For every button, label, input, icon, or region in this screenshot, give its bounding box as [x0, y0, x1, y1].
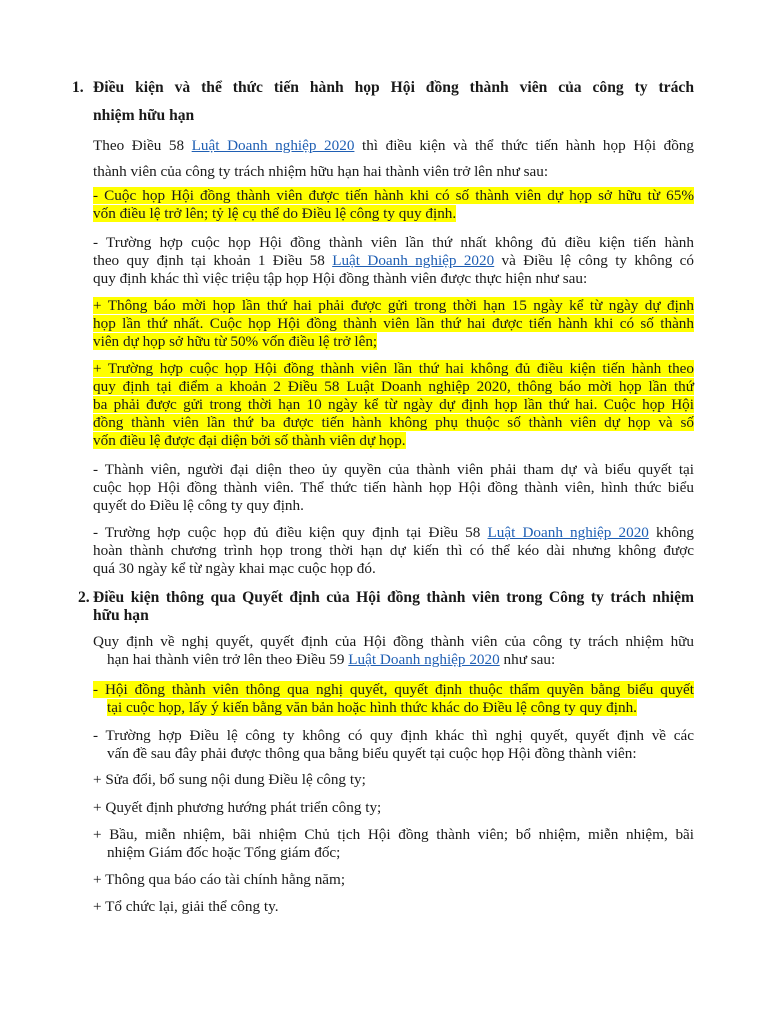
p1-line2 — [93, 205, 694, 223]
p5-line1: - Thành viên, người đại diện theo ủy quyền của thành viên phải tham dự và biểu quyết tại — [93, 461, 694, 478]
p4-line3 — [93, 396, 694, 414]
p3-line2 — [93, 315, 694, 333]
p2-line3: quy định khác thì việc triệu tập họp Hội đồng thành viên được thực hiện như sau: — [93, 270, 588, 287]
s2-intro-text-b: như sau: — [499, 651, 556, 668]
p4-line5 — [93, 432, 694, 450]
p4-line5-text: vốn điều lệ được đại diện bởi số thành viên dự họp. — [93, 432, 406, 449]
section-1-paragraph-2 — [93, 234, 694, 288]
p6-text-b: không — [648, 524, 694, 541]
section-1-number: 1. — [72, 79, 84, 96]
section-1-heading — [72, 79, 694, 125]
p3-line2-text: họp lần thứ nhất. Cuộc họp Hội đồng thành viên lần thứ hai được tiến hành khi có số thành — [93, 315, 694, 332]
intro-text-a: Theo Điều 58 — [93, 137, 192, 154]
law-link[interactable]: Luật Doanh nghiệp 2020 — [332, 252, 495, 269]
section-1-paragraph-5 — [93, 461, 694, 515]
list-item-2: + Quyết định phương hướng phát triển công ty; — [93, 799, 382, 816]
p4-line2 — [93, 378, 694, 396]
s2p1-line2 — [107, 699, 694, 717]
section-1-paragraph-1 — [93, 187, 694, 223]
p4-line4-text: đồng thành viên lần thứ ba được tiến hành không phụ thuộc số thành viên dự họp và số — [93, 414, 694, 431]
p2-text-b: và Điều lệ công ty không có — [494, 252, 694, 269]
p1-line1 — [93, 187, 694, 205]
p4-line1-text: + Trường hợp cuộc họp Hội đồng thành viên lần thứ hai không đủ điều kiện tiến hành theo — [93, 360, 694, 377]
list-item-1: + Sửa đổi, bổ sung nội dung Điều lệ công ty; — [93, 771, 366, 788]
list-item-3-line1: + Bầu, miễn nhiệm, bãi nhiệm Chủ tịch Hội đồng thành viên; bổ nhiệm, miễn nhiệm, bãi — [93, 826, 694, 843]
list-item — [93, 771, 366, 789]
s2-intro-line1: Quy định về nghị quyết, quyết định của Hội đồng thành viên của công ty trách nhiệm hữu — [93, 633, 694, 650]
p4-line2-text: quy định tại điểm a khoản 2 Điều 58 Luật Doanh nghiệp 2020, thông báo mời họp lần thứ — [93, 378, 694, 395]
p2-line2 — [93, 252, 694, 270]
section-2-paragraph-1 — [93, 681, 694, 717]
section-2-intro — [93, 633, 694, 669]
p6-text-a: - Trường hợp cuộc họp đủ điều kiện quy định tại Điều 58 — [93, 524, 488, 541]
section-2-number: 2. — [78, 589, 90, 606]
section-2-title-a: Điều kiện thông qua — [93, 589, 243, 606]
list-item — [93, 826, 694, 862]
p6-line3: quá 30 ngày kể từ ngày khai mạc cuộc họp đó. — [93, 560, 376, 577]
s2-intro-text-a: hạn hai thành viên trở lên theo Điều 59 — [107, 651, 349, 668]
list-item — [93, 799, 381, 817]
p1-line1-text: - Cuộc họp Hội đồng thành viên được tiến hành khi có số thành viên dự họp sở hữu từ 65% — [93, 187, 694, 204]
p2-line1: - Trường hợp cuộc họp Hội đồng thành viên lần thứ nhất không đủ điều kiện tiến hành — [93, 234, 694, 251]
p5-line2: cuộc họp Hội đồng thành viên. Thể thức tiến hành họp Hội đồng thành viên, hình thức biểu — [93, 479, 694, 496]
section-1-paragraph-3 — [93, 297, 694, 351]
s2p2-line1: - Trường hợp Điều lệ công ty không có quy định khác thì nghị quyết, quyết định về các — [93, 727, 694, 744]
p5-line3: quyết do Điều lệ công ty quy định. — [93, 497, 304, 514]
p4-line4 — [93, 414, 694, 432]
list-item — [93, 898, 279, 916]
law-link[interactable]: Luật Doanh nghiệp 2020 — [191, 137, 355, 154]
law-link[interactable]: Luật Doanh nghiệp 2020 — [348, 651, 500, 668]
law-link[interactable]: Luật Doanh nghiệp 2020 — [487, 524, 649, 541]
s2p1-line1 — [93, 681, 694, 699]
section-1-paragraph-6 — [93, 524, 694, 578]
p3-line3 — [93, 333, 694, 351]
p2-text-a: theo quy định tại khoản 1 Điều 58 — [93, 252, 333, 269]
p6-line1 — [93, 524, 694, 542]
s2p1-line1-text: - Hội đồng thành viên thông qua nghị quyết, quyết định thuộc thẩm quyền bằng biểu quyết — [93, 681, 694, 698]
intro-line1 — [93, 133, 694, 159]
p3-line1-text: + Thông báo mời họp lần thứ hai phải được gửi trong thời hạn 15 ngày kể từ ngày dự định — [93, 297, 694, 314]
section-1-title-line2: nhiệm hữu hạn — [93, 107, 195, 124]
intro-line2: thành viên của công ty trách nhiệm hữu hạn hai thành viên trở lên như sau: — [93, 163, 549, 180]
section-2-title-b: Quyết định của Hội đồng thành viên trong Công ty trách nhiệm — [242, 589, 694, 606]
section-2-heading — [78, 589, 694, 625]
s2-intro-line2 — [107, 651, 694, 669]
s2p1-line2-text: tại cuộc họp, lấy ý kiến bằng văn bản hoặc hình thức khác do Điều lệ công ty quy định. — [107, 699, 637, 716]
p1-line2-text: vốn điều lệ trở lên; tỷ lệ cụ thể do Điều lệ công ty quy định. — [93, 205, 457, 222]
section-1-intro — [93, 133, 694, 185]
section-2-paragraph-2 — [93, 727, 694, 763]
intro-text-b: thì điều kiện và thể thức tiến hành họp Hội đồng — [354, 137, 694, 154]
section-2-title-line1 — [93, 589, 694, 607]
p3-line1 — [93, 297, 694, 315]
list-item — [93, 871, 345, 889]
list-item-4: + Thông qua báo cáo tài chính hằng năm; — [93, 871, 346, 888]
list-item-5: + Tổ chức lại, giải thể công ty. — [93, 898, 279, 915]
p4-line3-text: ba phải được gửi trong thời hạn 10 ngày kể từ ngày dự định họp lần thứ hai. Cuộc họp Hội — [93, 396, 694, 413]
list-item-3-line2: nhiệm Giám đốc hoặc Tổng giám đốc; — [107, 844, 341, 861]
section-1-paragraph-4 — [93, 360, 694, 450]
p6-line2: hoàn thành chương trình họp trong thời hạn dự kiến thì có thể kéo dài nhưng không được — [93, 542, 694, 559]
section-2-title-line2: hữu hạn — [93, 607, 149, 624]
p3-line3-text: viên dự họp sở hữu từ 50% vốn điều lệ trở lên; — [93, 333, 378, 350]
p4-line1 — [93, 360, 694, 378]
s2p2-line2: vấn đề sau đây phải được thông qua bằng biểu quyết tại cuộc họp Hội đồng thành viên: — [107, 745, 637, 762]
section-1-title-line1: Điều kiện và thể thức tiến hành họp Hội đồng thành viên của công ty trách — [93, 79, 694, 96]
